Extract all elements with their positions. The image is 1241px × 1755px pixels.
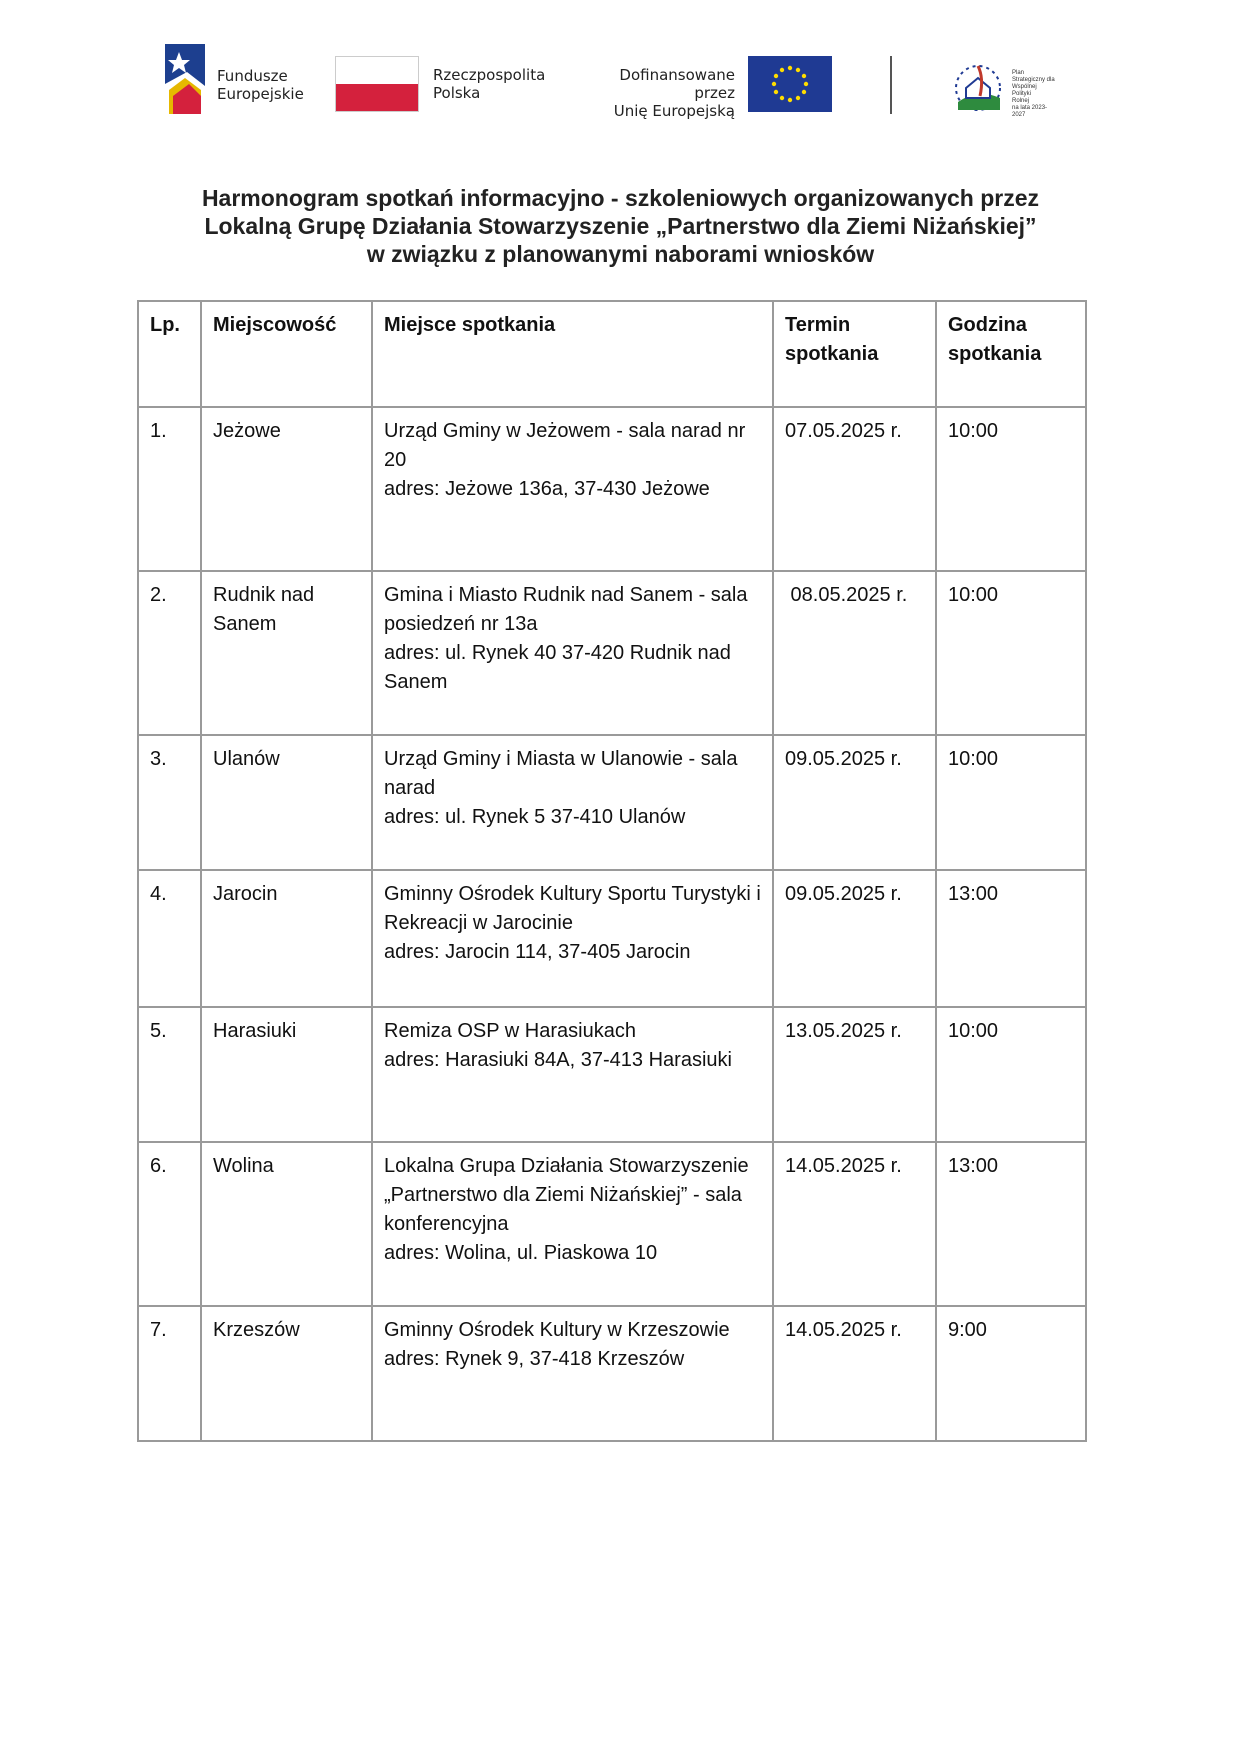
plan-strategiczny-icon — [948, 58, 1008, 114]
cell-miejsce: Gminny Ośrodek Kultury Sportu Turystyki i Rekreacji w Jarocinie adres: Jarocin 114, 37-405 Jarocin — [372, 870, 773, 1007]
header-termin: Termin spotkania — [773, 301, 936, 407]
cell-lp: 6. — [138, 1142, 201, 1306]
cell-miejscowosc: Jarocin — [201, 870, 372, 1007]
eu-cofinancing-text: Dofinansowane przez Unię Europejską — [613, 66, 735, 120]
cell-miejsce: Lokalna Grupa Działania Stowarzyszenie „Partnerstwo dla Ziemi Niżańskiej” - sala konferencyjna adres: Wolina, ul. Piaskowa 10 — [372, 1142, 773, 1306]
cell-termin: 08.05.2025 r. — [773, 571, 936, 735]
cell-lp: 3. — [138, 735, 201, 870]
cell-termin: 09.05.2025 r. — [773, 870, 936, 1007]
cell-miejscowosc: Rudnik nad Sanem — [201, 571, 372, 735]
cell-lp: 2. — [138, 571, 201, 735]
table-row — [138, 735, 1086, 870]
table-row — [138, 870, 1086, 1007]
logo-bar — [0, 44, 1241, 124]
cell-miejsce: Urząd Gminy i Miasta w Ulanowie - sala narad adres: ul. Rynek 5 37-410 Ulanów — [372, 735, 773, 870]
fundusze-europejskie-logo — [165, 44, 315, 122]
header-miejscowosc: Miejscowość — [201, 301, 372, 407]
table-header-row — [138, 301, 1086, 407]
cell-miejscowosc: Jeżowe — [201, 407, 372, 571]
cell-godzina: 10:00 — [936, 735, 1086, 870]
cell-godzina: 13:00 — [936, 1142, 1086, 1306]
cell-miejsce: Remiza OSP w Harasiukach adres: Harasiuki 84A, 37-413 Harasiuki — [372, 1007, 773, 1142]
cell-godzina: 10:00 — [936, 571, 1086, 735]
fundusze-europejskie-text: Fundusze Europejskie — [217, 67, 304, 103]
cell-termin: 07.05.2025 r. — [773, 407, 936, 571]
rzeczpospolita-polska-text: Rzeczpospolita Polska — [433, 66, 546, 102]
table-row — [138, 407, 1086, 571]
schedule-table — [137, 300, 1087, 1442]
cell-miejsce: Gmina i Miasto Rudnik nad Sanem - sala posiedzeń nr 13a adres: ul. Rynek 40 37-420 Rudnik nad Sanem — [372, 571, 773, 735]
cell-miejsce: Urząd Gminy w Jeżowem - sala narad nr 20 adres: Jeżowe 136a, 37-430 Jeżowe — [372, 407, 773, 571]
table-row — [138, 1007, 1086, 1142]
cell-termin: 13.05.2025 r. — [773, 1007, 936, 1142]
cell-miejscowosc: Ulanów — [201, 735, 372, 870]
cell-miejscowosc: Wolina — [201, 1142, 372, 1306]
cell-miejsce: Gminny Ośrodek Kultury w Krzeszowie adres: Rynek 9, 37-418 Krzeszów — [372, 1306, 773, 1441]
cell-miejscowosc: Krzeszów — [201, 1306, 372, 1441]
polish-flag-icon — [335, 56, 419, 112]
rzeczpospolita-polska-logo — [335, 56, 555, 112]
table-row — [138, 571, 1086, 735]
cell-lp: 4. — [138, 870, 201, 1007]
cell-lp: 7. — [138, 1306, 201, 1441]
eu-flag-icon — [748, 56, 832, 112]
header-lp: Lp. — [138, 301, 201, 407]
header-godzina: Godzina spotkania — [936, 301, 1086, 407]
cell-lp: 1. — [138, 407, 201, 571]
table-row — [138, 1306, 1086, 1441]
plan-strategiczny-logo — [948, 58, 1058, 118]
cell-godzina: 10:00 — [936, 1007, 1086, 1142]
eu-cofinancing-logo — [575, 56, 835, 120]
cell-godzina: 13:00 — [936, 870, 1086, 1007]
cell-godzina: 10:00 — [936, 407, 1086, 571]
table-row — [138, 1142, 1086, 1306]
logo-divider — [890, 56, 892, 114]
cell-termin: 09.05.2025 r. — [773, 735, 936, 870]
plan-strategiczny-text: Plan Strategiczny dla Wspólnej Polityki Rolnej na lata 2023-2027 — [1012, 70, 1055, 118]
cell-termin: 14.05.2025 r. — [773, 1306, 936, 1441]
cell-miejscowosc: Harasiuki — [201, 1007, 372, 1142]
cell-termin: 14.05.2025 r. — [773, 1142, 936, 1306]
header-miejsce: Miejsce spotkania — [372, 301, 773, 407]
cell-godzina: 9:00 — [936, 1306, 1086, 1441]
document-title: Harmonogram spotkań informacyjno - szkoleniowych organizowanych przez Lokalną Grupę Działania Stowarzyszenie „Partnerstwo dla Ziemi Niżańskiej” w związku z planowanymi naborami wniosków — [201, 185, 1040, 267]
fundusze-europejskie-icon — [165, 44, 205, 118]
cell-lp: 5. — [138, 1007, 201, 1142]
